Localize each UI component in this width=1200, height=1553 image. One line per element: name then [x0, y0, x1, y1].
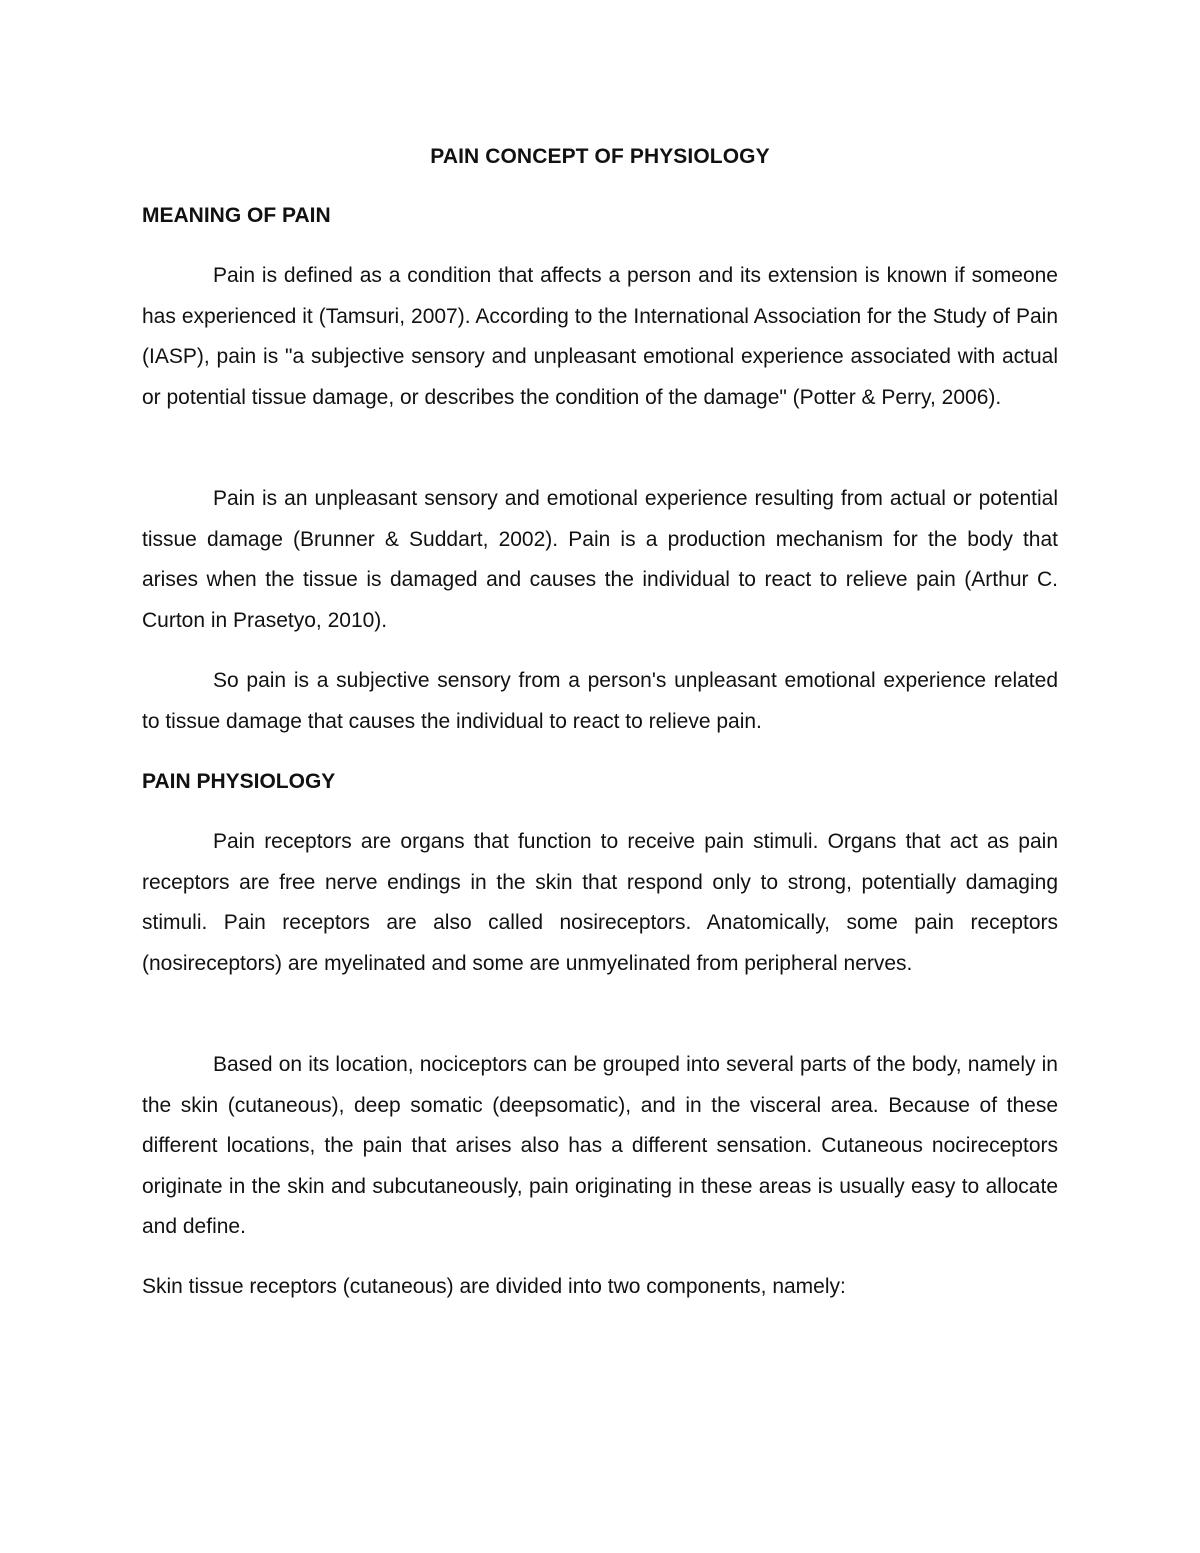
paragraph-pain-definition: Pain is defined as a condition that affects a person and its extension is known if someone has experienced it (Tamsuri, 2007). According to the International Association for the Study of Pain (IASP), pain is "a subjective sensory and unpleasant emotional experience associated with actual or potential tissue damage, or describes the condition of the damage" (Potter & Perry, 2006).	[142, 264, 1058, 409]
paragraph-pain-receptors: Pain receptors are organs that function to receive pain stimuli. Organs that act as pain receptors are free nerve endings in the skin that respond only to strong, potentially damaging stimuli. Pain receptors are also called nosireceptors. Anatomically, some pain receptors (nosireceptors) are myelinated and some are unmyelinated from peripheral nerves.	[142, 830, 1058, 975]
section-heading-pain-physiology: PAIN PHYSIOLOGY	[142, 770, 336, 793]
paragraph-skin-tissue-receptors: Skin tissue receptors (cutaneous) are divided into two components, namely:	[142, 1275, 846, 1298]
page-title: PAIN CONCEPT OF PHYSIOLOGY	[430, 145, 770, 168]
section-heading-meaning-of-pain: MEANING OF PAIN	[142, 204, 331, 227]
paragraph-nociceptor-locations: Based on its location, nociceptors can be grouped into several parts of the body, namely in the skin (cutaneous), deep somatic (deepsomatic), and in the visceral area. Because of these different locations, the pain that arises also has a different sensation. Cutaneous nocireceptors originate in the skin and subcutaneously, pain originating in these areas is usually easy to allocate and define.	[142, 1053, 1058, 1239]
paragraph-pain-summary: So pain is a subjective sensory from a person's unpleasant emotional experience related to tissue damage that causes the individual to react to relieve pain.	[142, 669, 1058, 733]
paragraph-pain-unpleasant-experience: Pain is an unpleasant sensory and emotional experience resulting from actual or potential tissue damage (Brunner & Suddart, 2002). Pain is a production mechanism for the body that arises when the tissue is damaged and causes the individual to react to relieve pain (Arthur C. Curton in Prasetyo, 2010).	[142, 487, 1058, 632]
